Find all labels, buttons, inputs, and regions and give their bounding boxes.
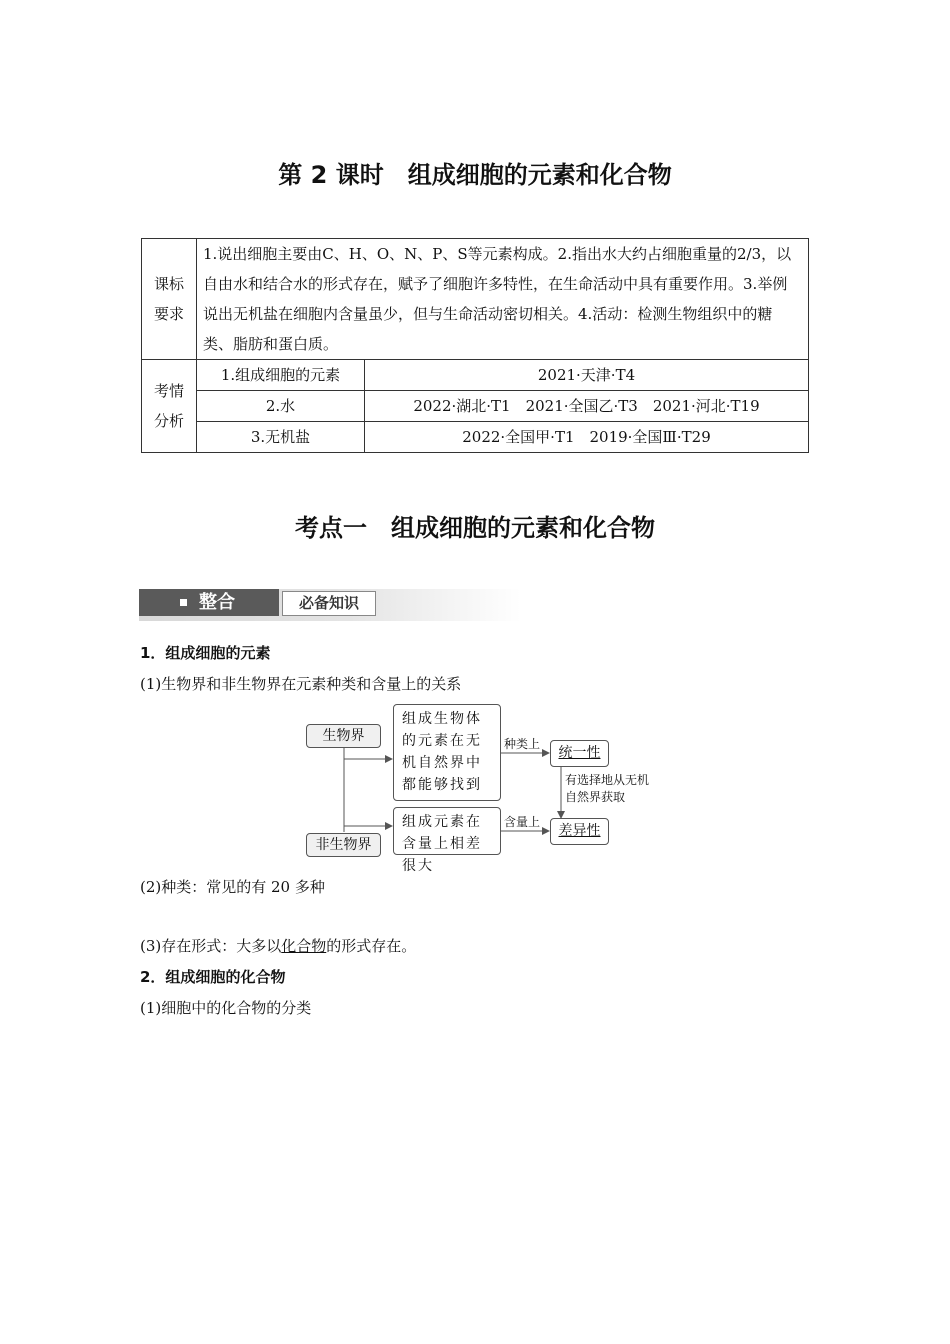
topic-cell: 3.无机盐 (197, 422, 365, 453)
label-line: 考情 (153, 382, 184, 400)
banner-integration (139, 589, 279, 616)
selective-note: 有选择地从无机自然界获取 (565, 773, 650, 804)
difference-box (550, 818, 609, 845)
lesson-title: 第 2 课时 组成细胞的元素和化合物 (278, 161, 672, 189)
difference-text: 差异性 (558, 823, 601, 839)
banner-essential-knowledge: 必备知识 (282, 591, 376, 616)
heading-elements: 1．组成细胞的元素 (140, 644, 271, 662)
paragraph (140, 935, 416, 956)
requirements-text: 1.说出细胞主要由C、H、O、N、P、S等元素构成。2.指出水大约占细胞重量的2/3，以自由水和结合水的形式存在，赋予了细胞许多特性，在生命活动中具有重要作用。3.举例说出无机盐在细胞内含量虽少，但与生命活动密切相关。4.活动：检测生物组织中的糖类、脂肪和蛋白质。 (197, 239, 809, 360)
elements-found-box: 组成生物体的元素在无机自然界中都能够找到 (393, 704, 501, 801)
topic-cell: 1.组成细胞的元素 (197, 360, 365, 391)
nonbio-world-box: 非生物界 (306, 833, 381, 857)
amount-label: 含量上 (504, 815, 541, 829)
heading-compounds: 2．组成细胞的化合物 (140, 968, 286, 986)
curriculum-table (141, 238, 809, 453)
text-part: (3)存在形式：大多以 (140, 937, 282, 955)
exam-cell: 2021·天津·T4 (365, 360, 809, 391)
requirements-label (142, 239, 197, 360)
analysis-label (142, 360, 197, 453)
exam-cell: 2022·湖北·T1 2021·全国乙·T3 2021·河北·T19 (365, 391, 809, 422)
table-row (142, 239, 809, 360)
label-line: 分析 (153, 412, 184, 430)
table-row (142, 391, 809, 422)
table-row (142, 360, 809, 391)
label-line: 课标 (153, 275, 184, 293)
section-title: 考点一 组成细胞的元素和化合物 (295, 514, 655, 542)
unity-text: 统一性 (558, 745, 601, 761)
type-label: 种类上 (504, 737, 541, 751)
section-banner (139, 589, 521, 621)
bio-world-box: 生物界 (306, 724, 381, 748)
topic-cell: 2.水 (197, 391, 365, 422)
paragraph: (1)细胞中的化合物的分类 (140, 999, 312, 1017)
label-line: 要求 (153, 305, 184, 323)
exam-cell: 2022·全国甲·T1 2019·全国Ⅲ·T29 (365, 422, 809, 453)
paragraph: (1)生物界和非生物界在元素种类和含量上的关系 (140, 675, 462, 693)
square-bullet-icon (180, 599, 187, 606)
content-difference-box: 组成元素在含量上相差很大 (393, 807, 501, 855)
paragraph: (2)种类：常见的有 20 多种 (140, 878, 325, 896)
text-part: 的形式存在。 (326, 937, 417, 955)
unity-box (550, 740, 609, 767)
banner-dark-label: 整合 (199, 592, 235, 613)
underlined-answer: 化合物 (281, 937, 327, 955)
table-row (142, 422, 809, 453)
